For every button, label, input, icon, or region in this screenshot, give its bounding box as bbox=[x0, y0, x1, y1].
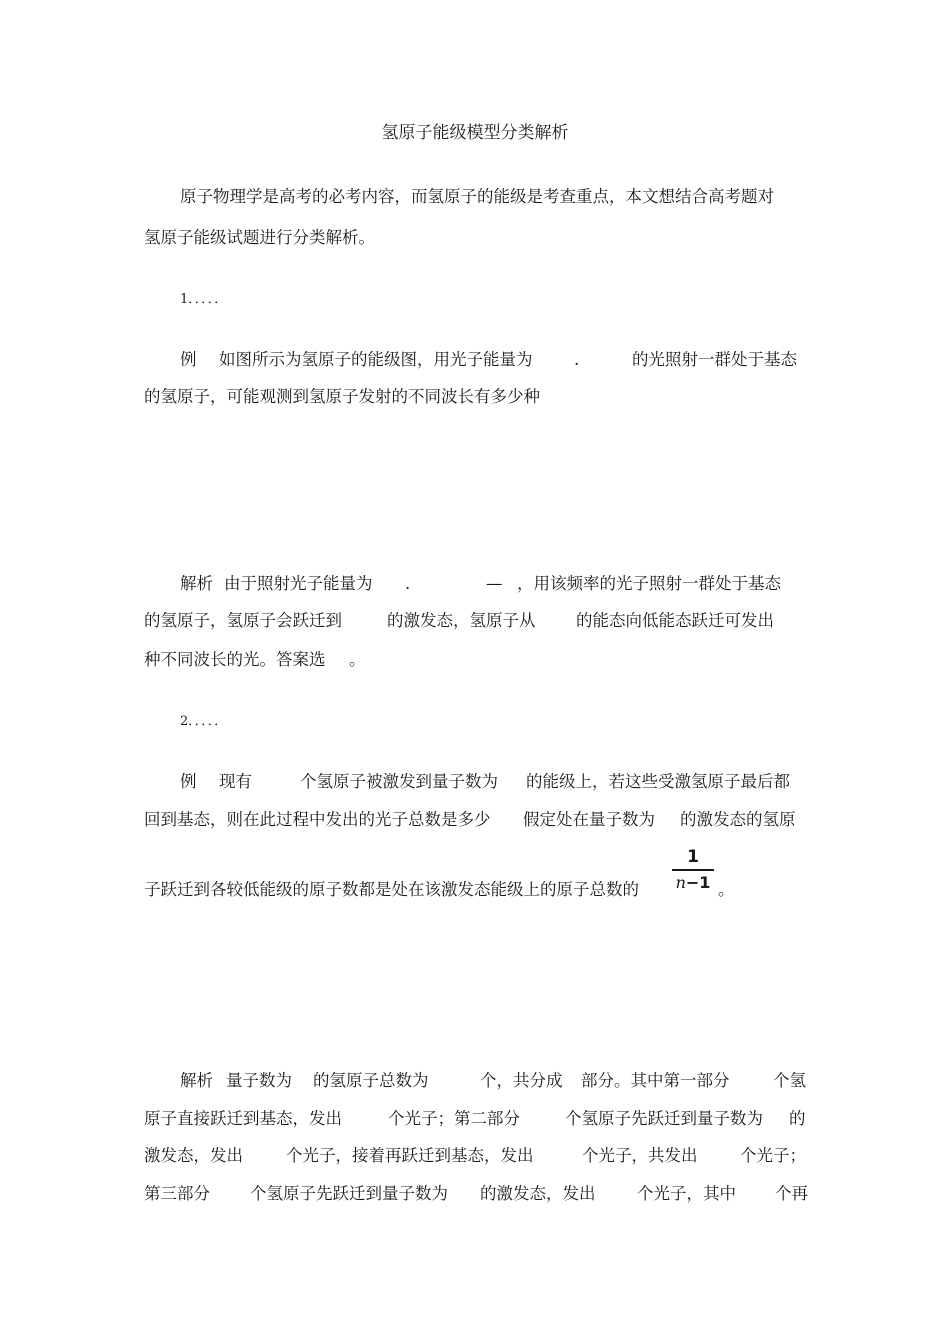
analysis-2-l1f: 个氢 bbox=[773, 1071, 806, 1090]
analysis-2-l1c: 的氢原子总数为 bbox=[313, 1071, 429, 1090]
section-1-heading: 1．．．．． bbox=[180, 292, 228, 307]
analysis-2-l3b: 个光子，接着再跃迁到基态，发出 bbox=[286, 1146, 534, 1165]
fraction-one-over-n-minus-one bbox=[670, 846, 716, 893]
example-2-line-2c: 的激发态的氢原 bbox=[680, 810, 796, 829]
analysis-2-l4e: 个再 bbox=[775, 1184, 808, 1203]
fraction-denominator bbox=[670, 873, 716, 893]
analysis-2-l2a: 原子直接跃迁到基态，发出 bbox=[144, 1109, 342, 1128]
example-1-label: 例 bbox=[180, 350, 197, 369]
example-2-line-2a: 回到基态，则在此过程中发出的光子总数是多少 bbox=[144, 810, 491, 829]
analysis-2-l2b: 个光子；第二部分 bbox=[388, 1109, 520, 1128]
section-2-heading: 2．．．．． bbox=[180, 714, 228, 729]
analysis-1-dot: . bbox=[405, 574, 411, 593]
analysis-2-l1e: 部分。其中第一部分 bbox=[581, 1071, 730, 1090]
fraction-numerator: 1 bbox=[687, 847, 699, 867]
analysis-1-text: 由于照射光子能量为 bbox=[224, 574, 373, 593]
analysis-1-line-2a: 的氢原子，氢原子会跃迁到 bbox=[144, 611, 342, 630]
analysis-2-l1d: 个，共分成 bbox=[480, 1071, 563, 1090]
analysis-1-line-2c: 的能态向低能态跃迁可发出 bbox=[576, 611, 774, 630]
intro-line-2: 氢原子能级试题进行分类解析。 bbox=[144, 228, 375, 247]
fraction-bar bbox=[672, 869, 714, 871]
analysis-2-l4d: 个光子，其中 bbox=[637, 1184, 736, 1203]
analysis-2-l3a: 激发态，发出 bbox=[144, 1146, 243, 1165]
example-1-text-end: 的光照射一群处于基态 bbox=[632, 350, 797, 369]
fraction-denominator-variable: n bbox=[675, 872, 686, 892]
example-1-line-2: 的氢原子，可能观测到氢原子发射的不同波长有多少种 bbox=[144, 387, 540, 406]
analysis-2-l4b: 个氢原子先跃迁到量子数为 bbox=[250, 1184, 448, 1203]
analysis-2-l3c: 个光子，共发出 bbox=[582, 1146, 698, 1165]
example-2-line-3: 子跃迁到各较低能级的原子数都是处在该激发态能级上的原子总数的 bbox=[144, 880, 639, 899]
example-2-text-a: 现有 bbox=[219, 772, 252, 791]
analysis-2-l3d: 个光子； bbox=[740, 1146, 806, 1165]
analysis-1-line-2b: 的激发态，氢原子从 bbox=[387, 611, 536, 630]
example-2-line-3-end: 。 bbox=[718, 880, 735, 899]
example-2-label: 例 bbox=[180, 772, 197, 791]
example-2-text-c: 的能级上，若这些受激氢原子最后都 bbox=[526, 772, 790, 791]
fraction-denominator-rest: −1 bbox=[685, 872, 711, 892]
example-2-line-2b: 假定处在量子数为 bbox=[523, 810, 655, 829]
analysis-2-l4a: 第三部分 bbox=[144, 1184, 210, 1203]
example-1-text: 如图所示为氢原子的能级图，用光子能量为 bbox=[219, 350, 533, 369]
analysis-2-label: 解析 bbox=[180, 1071, 213, 1090]
analysis-2-l2d: 的 bbox=[789, 1109, 806, 1128]
analysis-1-label: 解析 bbox=[180, 574, 213, 593]
example-1-dot: . bbox=[574, 350, 580, 369]
intro-line-1: 原子物理学是高考的必考内容，而氢原子的能级是考查重点，本文想结合高考题对 bbox=[180, 187, 774, 206]
analysis-1-dash: — bbox=[486, 574, 503, 593]
analysis-2-l4c: 的激发态，发出 bbox=[480, 1184, 596, 1203]
analysis-2-l1b: 量子数为 bbox=[226, 1071, 292, 1090]
analysis-1-line-3: 种不同波长的光。答案选 bbox=[144, 650, 326, 669]
analysis-1-text-end: ，用该频率的光子照射一群处于基态 bbox=[517, 574, 781, 593]
document-title: 氢原子能级模型分类解析 bbox=[381, 123, 569, 143]
analysis-2-l2c: 个氢原子先跃迁到量子数为 bbox=[565, 1109, 763, 1128]
analysis-1-line-3-end: 。 bbox=[349, 650, 366, 669]
example-2-text-b: 个氢原子被激发到量子数为 bbox=[300, 772, 498, 791]
